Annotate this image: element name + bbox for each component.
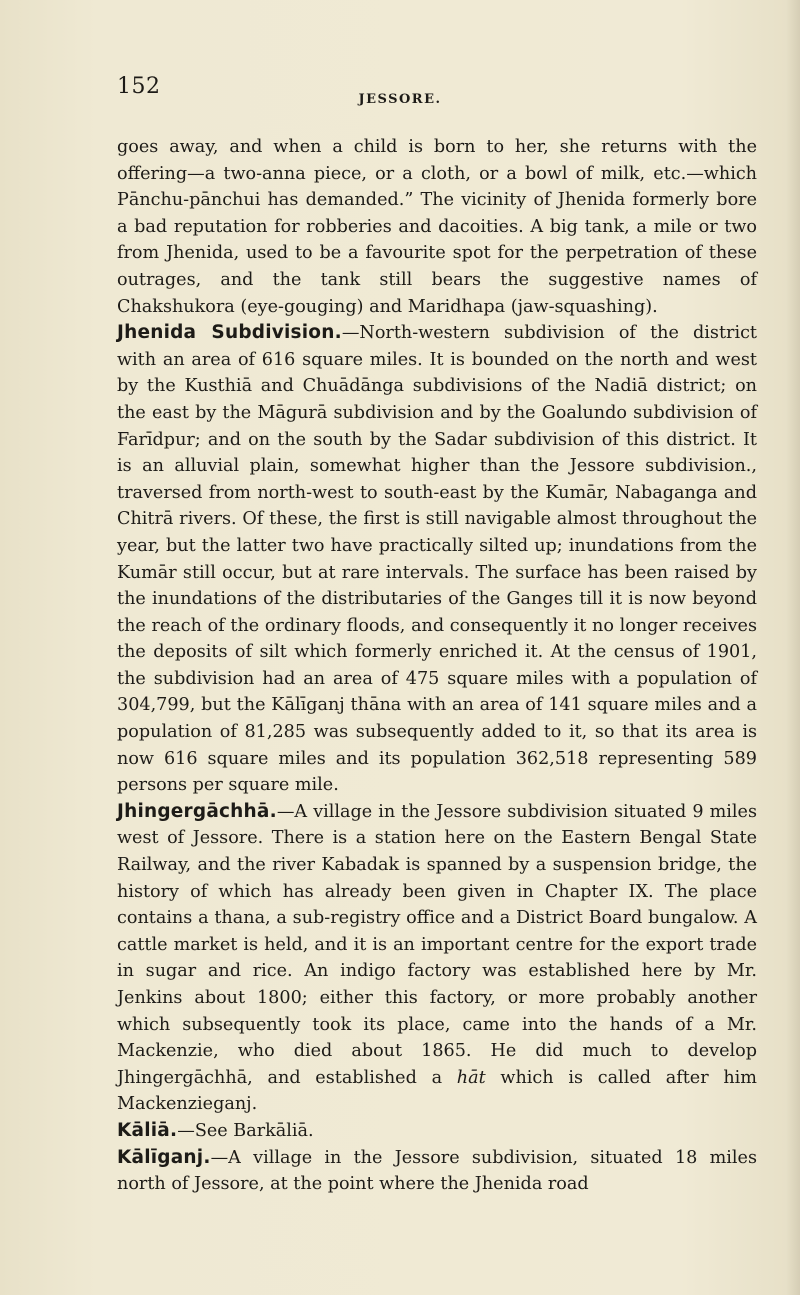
- entry-text-end: which is called after him Mackenzieganj.: [117, 1067, 757, 1115]
- entry-kalia: [117, 1118, 757, 1145]
- entry-text: —North-western subdivision of the district with an area of 616 square miles. It is bounded on the north and west by the Kusthiā and Chuādānga subdivisions of the Nadiā district; on the east by the Māgurā subdivision and by the Goalundo subdivision of Farīdpur; and on the south by the Sadar subdivision of this district. It is an alluvial plain, somewhat higher than the Jessore subdivision., traversed from north-west to south-east by the Kumār, Nabaganga and Chitrā rivers. Of these, the first is still navigable almost throughout the year, but the latter two have practically silted up; inundations from the Kumār still occur, but at rare intervals. The surface has been raised by the inundations of the distributaries of the Ganges till it is now beyond the reach of the ordinary floods, and consequently it no longer receives the deposits of silt which formerly enriched it. At the census of 1901, the subdivision had an area of 475 square miles with a population of 304,799, but the Kālīganj thāna with an area of 141 square miles and a population of 81,285 was subsequently added to it, so that its area is now 616 square miles and its population 362,518 representing 589 persons per square mile.: [117, 323, 757, 796]
- entry-headword: Jhenida Subdivision.: [117, 322, 342, 344]
- entry-text: —See Barkāliā.: [177, 1120, 314, 1141]
- running-head: JESSORE.: [358, 92, 442, 107]
- entry-kaliganj: [117, 1145, 757, 1198]
- entry-headword: Kālīganj.: [117, 1146, 211, 1168]
- entry-headword: Jhingergāchhā.: [117, 800, 277, 822]
- paragraph-continuation: goes away, and when a child is born to her, she returns with the offering—a two-anna piece, or a cloth, or a bowl of milk, etc.—which Pānchu-pānchui has demanded.” The vicinity of Jhenida formerly bore a bad reputation for robberies and dacoities. A big tank, a mile or two from Jhenida, used to be a favourite spot for the perpetration of these outrages, and the tank still bears the suggestive names of Chakshukora (eye-gouging) and Maridhapa (jaw-squashing).: [117, 137, 757, 317]
- entry-headword: Kāliā.: [117, 1119, 178, 1141]
- page-body: [117, 134, 757, 1198]
- entry-jhingergachha: [117, 799, 757, 1118]
- entry-italic-term: hāt: [456, 1067, 486, 1088]
- entry-jhenida-subdivision: [117, 320, 757, 799]
- page-edge-shadow: [786, 0, 800, 1295]
- entry-text: —A village in the Jessore subdivision situated 9 miles west of Jessore. There is a station here on the Eastern Bengal State Railway, and the river Kabadak is spanned by a suspension bridge, the history of which has already been given in Chapter IX. The place contains a thana, a sub-registry office and a District Board bungalow. A cattle market is held, and it is an important centre for the export trade in sugar and rice. An indigo factory was established here by Mr. Jenkins about 1800; either this factory, or more probably another which subsequently took its place, came into the hands of a Mr. Mackenzie, who died about 1865. He did much to develop Jhingergāchhā, and established a: [117, 801, 757, 1088]
- entry-text: —A village in the Jessore subdivision, situated 18 miles north of Jessore, at the point where the Jhenida road: [117, 1147, 757, 1195]
- page-number: 152: [117, 74, 161, 99]
